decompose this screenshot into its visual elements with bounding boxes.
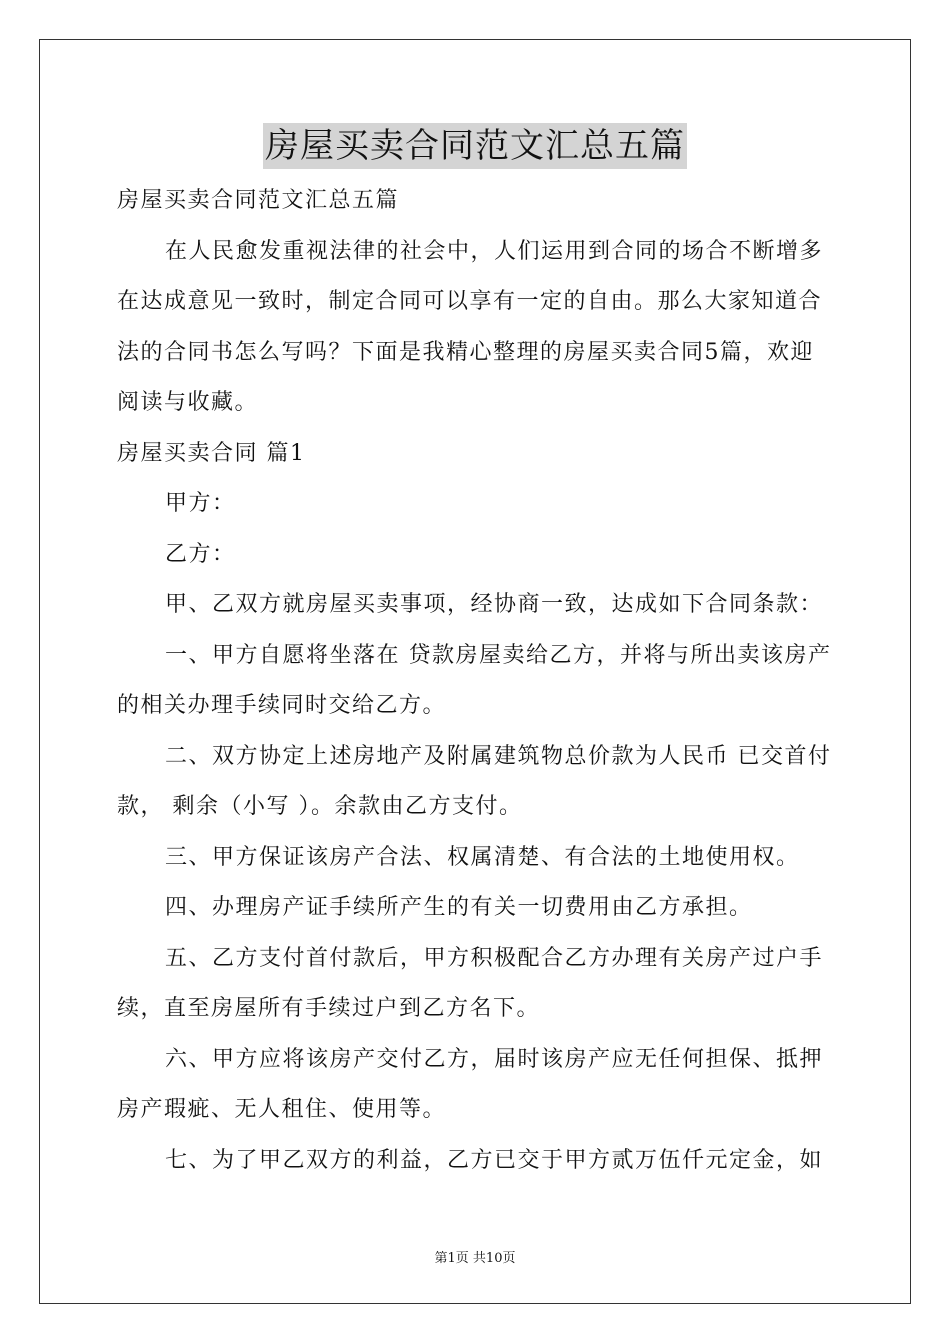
subtitle-line: 房屋买卖合同范文汇总五篇 xyxy=(117,188,400,213)
clause-7: 七、为了甲乙双方的利益，乙方已交于甲方贰万伍仟元定金，如 xyxy=(165,1147,824,1173)
page-footer: 第1页 共10页 xyxy=(434,1251,516,1266)
section-heading: 房屋买卖合同 篇1 xyxy=(117,440,306,466)
document-title: 房屋买卖合同范文汇总五篇 xyxy=(263,123,687,169)
title-container xyxy=(0,123,950,169)
clause-3: 三、甲方保证该房产合法、权属清楚、有合法的土地使用权。 xyxy=(165,844,800,870)
party-b-line: 乙方： xyxy=(165,541,236,567)
document-body xyxy=(117,176,837,1186)
intro-paragraph: 在人民愈发重视法律的社会中，人们运用到合同的场合不断增多在达成意见一致时，制定合同可以享有一定的自由。那么大家知道合法的合同书怎么写吗？下面是我精心整理的房屋买卖合同5篇，欢迎阅读与收藏。 xyxy=(117,238,824,415)
agreement-intro: 甲、乙双方就房屋买卖事项，经协商一致，达成如下合同条款： xyxy=(165,592,824,617)
party-a-line: 甲方： xyxy=(165,491,236,516)
clause-5: 五、乙方支付首付款后，甲方积极配合乙方办理有关房产过户手续，直至房屋所有手续过户到乙方名下。 xyxy=(117,945,824,1021)
clause-2: 二、双方协定上述房地产及附属建筑物总价款为人民币 已交首付款， 剩余（小写 ）。余款由乙方支付。 xyxy=(117,743,832,819)
clause-6: 六、甲方应将该房产交付乙方，届时该房产应无任何担保、抵押房产瑕疵、无人租住、使用等。 xyxy=(117,1046,824,1122)
clause-4: 四、办理房产证手续所产生的有关一切费用由乙方承担。 xyxy=(165,895,753,920)
clause-1: 一、甲方自愿将坐落在 贷款房屋卖给乙方，并将与所出卖该房产的相关办理手续同时交给乙方。 xyxy=(117,642,832,718)
